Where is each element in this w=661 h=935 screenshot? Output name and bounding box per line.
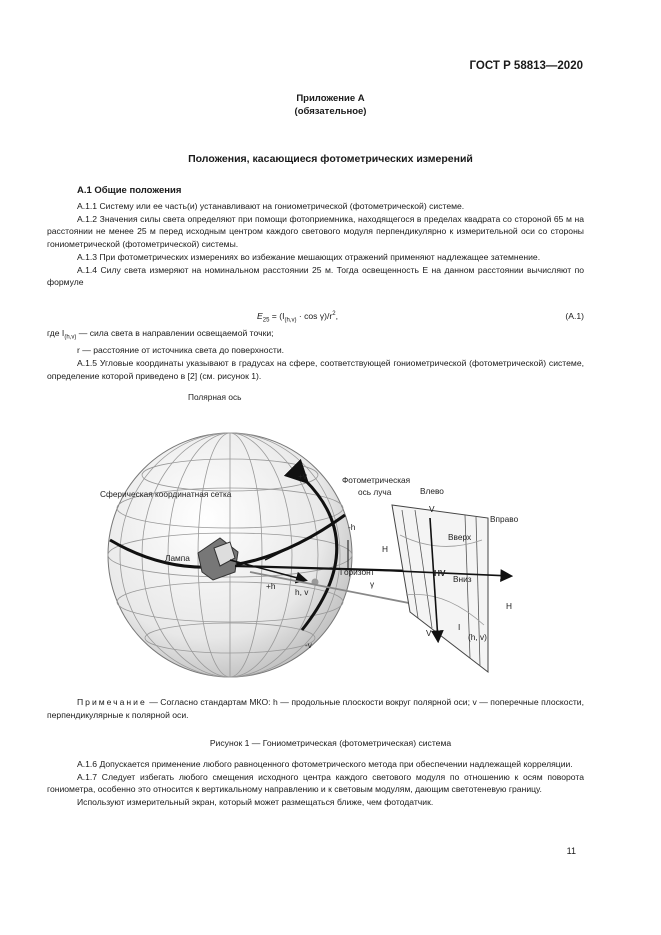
label-plus-v: +v [298,471,307,481]
figure-caption: Рисунок 1 — Гониометрическая (фотометрическая) система [209,738,452,748]
paragraph-a11: А.1.1 Систему или ее часть(и) устанавливают на гониометрической (фотометрической) системе. [77,201,465,211]
paragraph-a16: А.1.6 Допускается применение любого равноценного фотометрического метода при обеспечении надлежащей корреляции. [77,759,573,769]
page-title: Положения, касающиеся фотометрических измерений [188,153,473,165]
label-hv-sphere: h, v [295,587,309,597]
formula-expression: $E_{25} = (I_{(h,v)} \cdot \cos \gamma)/r^2$, [257,311,339,324]
paragraph-a12: А.1.2 Значения силы света определяют при помощи фотоприемника, находящегося в пределах квадрата со стороной 65 м на расстоянии не менее 25 м перед исходным центром каждого светового модуля перпендикулярно к измерительной оси со стороны гониометрической (фотометрической) системы. [47,213,584,250]
label-plus-h: +h [266,581,276,591]
label-H-left: H [382,544,388,554]
paragraph-a17: А.1.7 Следует избегать любого смещения исходного центра каждого светового модуля по отношению к осям поворота гониометра, особенно это относится к вертикальному направлению и к световым модулям, дающим светотеневую границу. [47,771,584,795]
label-hv-screen: (h, v) [468,632,487,642]
formula-number: (А.1) [565,311,584,321]
where-line-2: r — расстояние от источника света до поверхности. [77,345,285,356]
label-right: Вправо [490,514,519,524]
section-heading: А.1 Общие положения [77,185,182,196]
page-number: 11 [566,846,576,856]
label-photo-axis-1: Фотометрическая [342,475,411,485]
label-minus-v: -v [305,640,312,650]
paragraph-screen: Используют измерительный экран, который может размещаться ближе, чем фотодатчик. [77,797,434,808]
measuring-screen [375,505,510,672]
label-HV: HV [434,568,446,578]
document-number: ГОСТ Р 58813—2020 [469,60,583,72]
where-line-1: где $I_{(h,v)}$ — сила света в направлении освещаемой точки; [47,328,274,341]
paragraph-block-2 [47,758,584,809]
goniometer-figure [70,390,550,680]
label-V-bottom: V [426,628,432,638]
label-grid: Сферическая координатная сетка [100,489,232,499]
where-block [47,327,584,383]
label-left: Влево [420,486,444,496]
annex-heading [0,92,661,118]
label-lamp: Лампа [165,553,190,563]
note-prefix: Примечание [77,697,147,707]
paragraph-a15: А.1.5 Угловые координаты указывают в градусах на сфере, соответствующей гониометрической (фотометрической) системе, определение которой приведено в [2] (см. рисунок 1). [47,358,584,381]
label-V-top: V [429,504,435,514]
note-text: — Согласно стандартам МКО: h — продольные плоскости вокруг полярной оси; v — поперечные плоскости, перпендикулярные к полярной оси. [47,697,584,720]
paragraph-a13: А.1.3 При фотометрических измерениях во избежание мешающих отражений применяют надлежащее затемнение. [77,251,541,262]
label-horizon: Горизонт [340,567,375,577]
label-H-right: H [506,601,512,611]
label-gamma: γ [370,579,375,589]
label-minus-h: -h [348,522,356,532]
paragraph-block-1 [47,200,584,289]
label-I: I [458,622,461,632]
label-photo-axis-2: ось луча [358,487,392,497]
annex-title: Приложение А [296,93,365,104]
label-down: Вниз [453,574,472,584]
label-polar-axis: Полярная ось [188,392,242,402]
figure-note [47,696,584,721]
label-up: Вверх [448,532,472,542]
paragraph-a14: А.1.4 Силу света измеряют на номинальном расстоянии 25 м. Тогда освещенность E на данном расстоянии вычисляют по формуле [47,264,584,288]
annex-status: (обязательное) [294,106,367,117]
